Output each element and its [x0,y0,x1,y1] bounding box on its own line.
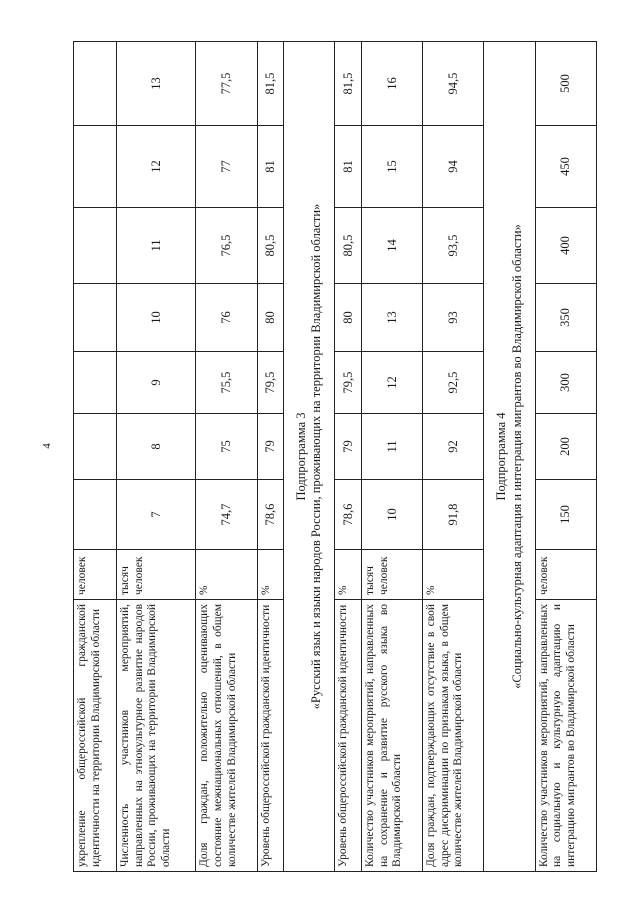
indicator-name-cell: Доля граждан, подтверждающих отсутствие в свой адрес дискриминации по признакам языка, в общем количестве жителей Владимирской области [423,600,484,872]
indicator-name-cell: Количество участников мероприятий, направленных на сохранение и развитие русского языка во Владимирской области [361,600,422,872]
value-cell: 16 [361,42,422,126]
unit-cell: % [335,550,361,600]
value-cell: 200 [535,414,596,480]
table-body-mid [335,42,484,872]
unit-cell: человек [74,550,117,600]
value-cell: 79,5 [335,352,361,414]
value-cell: 94 [423,126,484,208]
value-cell: 92 [423,414,484,480]
value-cell: 80,5 [335,208,361,284]
value-cell: 11 [117,208,196,284]
table-row [361,42,422,872]
subprogram-3-title: Подпрограмма 3 [293,412,308,501]
value-cell: 12 [117,126,196,208]
subprogram-4-block [484,42,535,872]
value-cell: 75,5 [196,352,257,414]
value-cell: 11 [361,414,422,480]
value-cell: 81 [257,126,284,208]
unit-cell: тысяч человек [361,550,422,600]
table-row [335,42,361,872]
page-number: 4 [40,443,53,449]
indicator-name-cell: Доля граждан, положительно оценивающих состояние межнациональных отношений, в общем количестве жителей Владимирской области [196,600,257,872]
table-row [535,42,596,872]
value-cell: 350 [535,284,596,352]
value-cell [74,208,117,284]
value-cell: 12 [361,352,422,414]
value-cell [74,126,117,208]
subprogram-4-row [484,42,535,872]
value-cell: 75 [196,414,257,480]
rotated-page-content [73,42,597,872]
value-cell: 77 [196,126,257,208]
value-cell [74,414,117,480]
table-row [423,42,484,872]
value-cell: 10 [117,284,196,352]
value-cell: 92,5 [423,352,484,414]
unit-cell: тысяч человек [117,550,196,600]
subprogram-3-heading [284,42,335,872]
subprogram-4-heading [484,42,535,872]
value-cell: 14 [361,208,422,284]
value-cell: 400 [535,208,596,284]
value-cell: 300 [535,352,596,414]
value-cell: 78,6 [335,480,361,550]
subprogram-4-name: «Социально-культурная адаптация и интеграция мигрантов во Владимирской области» [509,224,524,689]
value-cell: 81,5 [257,42,284,126]
table-row [257,42,284,872]
value-cell: 80 [335,284,361,352]
subprogram-3-block [284,42,335,872]
value-cell: 76 [196,284,257,352]
table-body-bottom [535,42,596,872]
indicator-name-cell: Количество участников мероприятий, направленных на социальную и культурную адаптацию и интеграцию мигрантов во Владимирской области [535,600,596,872]
value-cell: 93 [423,284,484,352]
value-cell: 450 [535,126,596,208]
unit-cell: % [423,550,484,600]
table-row [74,42,117,872]
unit-cell: % [196,550,257,600]
value-cell: 80,5 [257,208,284,284]
indicator-name-cell: Численность участников мероприятий, направленных на этнокультурное развитие народов России, проживающих на территории Владимирской области [117,600,196,872]
indicator-name-cell: Уровень общероссийской гражданской идентичности [257,600,284,872]
unit-cell: человек [535,550,596,600]
value-cell: 91,8 [423,480,484,550]
value-cell: 79 [257,414,284,480]
value-cell [74,352,117,414]
value-cell: 500 [535,42,596,126]
indicator-name-cell: укрепление общероссийской гражданской идентичности на территории Владимирской области [74,600,117,872]
value-cell: 13 [117,42,196,126]
indicator-name-cell: Уровень общероссийской гражданской идентичности [335,600,361,872]
value-cell [74,480,117,550]
value-cell: 7 [117,480,196,550]
value-cell: 80 [257,284,284,352]
value-cell: 81,5 [335,42,361,126]
value-cell: 10 [361,480,422,550]
value-cell: 8 [117,414,196,480]
subprogram-4-title: Подпрограмма 4 [493,412,508,501]
indicators-table [73,41,597,872]
table-row [117,42,196,872]
value-cell: 93,5 [423,208,484,284]
value-cell: 94,5 [423,42,484,126]
value-cell: 76,5 [196,208,257,284]
value-cell: 78,6 [257,480,284,550]
value-cell: 13 [361,284,422,352]
subprogram-3-name: «Русский язык и языки народов России, проживающих на территории Владимирской области» [309,203,324,710]
table-row [196,42,257,872]
value-cell: 77,5 [196,42,257,126]
value-cell: 15 [361,126,422,208]
value-cell: 79,5 [257,352,284,414]
table-body-top [74,42,284,872]
value-cell [74,42,117,126]
value-cell [74,284,117,352]
value-cell: 150 [535,480,596,550]
subprogram-3-row [284,42,335,872]
value-cell: 9 [117,352,196,414]
value-cell: 81 [335,126,361,208]
unit-cell: % [257,550,284,600]
value-cell: 74,7 [196,480,257,550]
value-cell: 79 [335,414,361,480]
